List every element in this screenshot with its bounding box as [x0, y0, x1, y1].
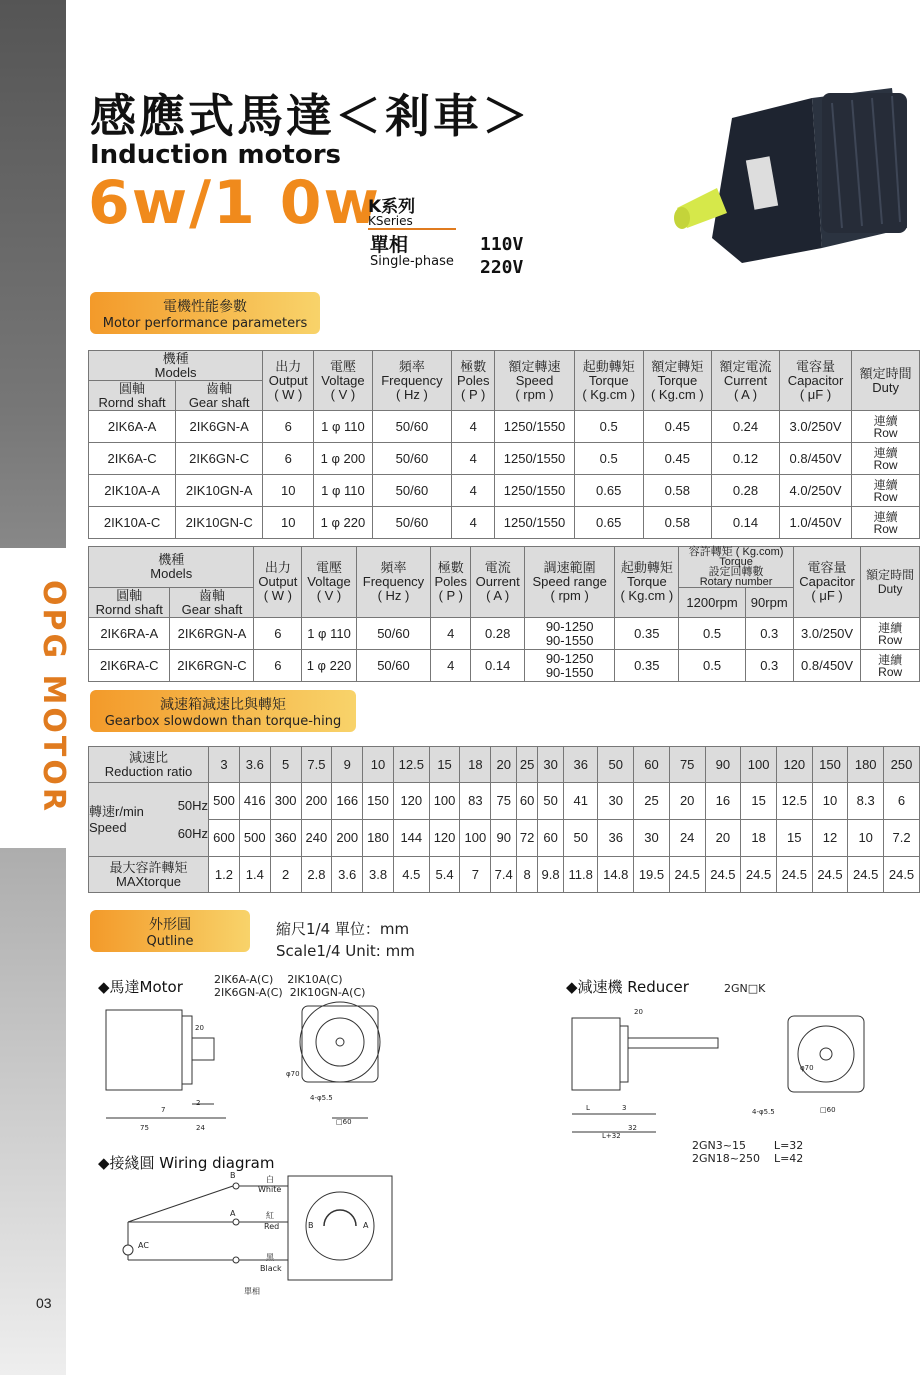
- svg-text:3: 3: [622, 1104, 627, 1112]
- table-cell: 0.8/450V: [793, 650, 861, 682]
- max-torque-row: [89, 857, 920, 893]
- black-en: Black: [260, 1264, 282, 1273]
- max-torque-cell: 2: [270, 857, 301, 893]
- speed-60-cell: 200: [332, 820, 363, 857]
- ratio-cell: 12.5: [393, 747, 429, 783]
- table-cell: 6: [263, 411, 314, 443]
- table-cell: 1.0/450V: [779, 507, 851, 539]
- voltage-110: 110V: [480, 234, 524, 255]
- ratio-cell: 3: [209, 747, 240, 783]
- table-cell: 2IK6A-C: [89, 443, 176, 475]
- capacitor-header: 電容量 Capacitor ( μF ): [793, 547, 861, 618]
- ratio-cell: 150: [812, 747, 848, 783]
- section-performance-cn: 電機性能參數: [163, 299, 247, 315]
- table-row: [89, 618, 920, 650]
- speed-50-cell: 416: [239, 783, 270, 820]
- power-rating: 6w/1 0w: [88, 168, 381, 238]
- table-cell: 0.35: [615, 650, 679, 682]
- table-cell: 2IK10A-C: [89, 507, 176, 539]
- ratio-cell: 20: [491, 747, 517, 783]
- section-gearbox: [90, 690, 356, 732]
- table-cell: 1 φ 220: [314, 507, 372, 539]
- rpm-1200-header: 1200rpm: [679, 588, 745, 618]
- max-torque-cell: 24.5: [741, 857, 777, 893]
- section-gearbox-cn: 減速箱減速比與轉矩: [160, 697, 286, 713]
- max-torque-cell: 8: [517, 857, 538, 893]
- speed-50-cell: 120: [393, 783, 429, 820]
- wiring-diagram: [118, 1170, 398, 1300]
- speed-50-cell: 300: [270, 783, 301, 820]
- models-header-2: 機種 Models: [89, 547, 254, 588]
- speed-60-cell: 36: [598, 820, 634, 857]
- max-torque-cell: 5.4: [429, 857, 460, 893]
- table-cell: 0.24: [712, 411, 780, 443]
- speed-60-cell: 120: [429, 820, 460, 857]
- speed-header: 轉速r/min Speed 50Hz 60Hz: [89, 783, 209, 857]
- models-header: 機種 Models: [89, 351, 263, 381]
- table-cell: 50/60: [356, 618, 431, 650]
- ratio-cell: 75: [669, 747, 705, 783]
- table-cell: 10: [263, 507, 314, 539]
- column-header: 額定轉速 Speed ( rpm ): [495, 351, 575, 411]
- speed-control-table: [88, 546, 920, 682]
- reduction-table: [88, 746, 920, 893]
- svg-text:24: 24: [196, 1124, 205, 1132]
- table-cell: 4: [452, 443, 495, 475]
- page-number: 03: [36, 1295, 52, 1311]
- ratio-cell: 100: [741, 747, 777, 783]
- speed-50-cell: 83: [460, 783, 491, 820]
- table-cell: 0.58: [643, 475, 712, 507]
- speed-50-cell: 41: [564, 783, 598, 820]
- table-cell: 0.45: [643, 443, 712, 475]
- table-cell: 0.5: [574, 443, 643, 475]
- table-cell: 4: [452, 475, 495, 507]
- table-cell: 2IK6RGN-A: [170, 618, 254, 650]
- column-header: 電壓 Voltage ( V ): [302, 547, 356, 618]
- speed-50-cell: 200: [301, 783, 332, 820]
- table-cell: 6: [254, 650, 302, 682]
- motor-models: 2IK6A-A(C) 2IK10A(C) 2IK6GN-A(C) 2IK10GN-A(C): [214, 973, 366, 999]
- table-cell: 0.5: [679, 650, 745, 682]
- table-cell: 4: [452, 411, 495, 443]
- column-header: 起動轉矩 Torque ( Kg.cm ): [574, 351, 643, 411]
- table-row: [89, 507, 920, 539]
- table-cell: 2IK10A-A: [89, 475, 176, 507]
- table-cell: 0.14: [712, 507, 780, 539]
- table-cell: 4.0/250V: [779, 475, 851, 507]
- ratio-cell: 90: [705, 747, 741, 783]
- column-header: 極數 Poles ( P ): [452, 351, 495, 411]
- speed-60-cell: 24: [669, 820, 705, 857]
- table-cell: 1 φ 200: [314, 443, 372, 475]
- speed-60-cell: 600: [209, 820, 240, 857]
- table-cell: 1250/1550: [495, 475, 575, 507]
- table-cell: 0.12: [712, 443, 780, 475]
- red-cn: 紅: [266, 1211, 274, 1220]
- max-torque-cell: 7: [460, 857, 491, 893]
- svg-text:□60: □60: [820, 1106, 836, 1114]
- max-torque-cell: 7.4: [491, 857, 517, 893]
- ratio-cell: 10: [363, 747, 394, 783]
- table-cell: 0.5: [679, 618, 745, 650]
- svg-text:□60: □60: [336, 1118, 352, 1126]
- svg-text:20: 20: [634, 1008, 643, 1016]
- voltage-220: 220V: [480, 257, 524, 278]
- table-cell: 0.35: [615, 618, 679, 650]
- table-cell: 1 φ 220: [302, 650, 356, 682]
- max-torque-cell: 24.5: [884, 857, 920, 893]
- series-cn: K系列: [368, 197, 416, 217]
- svg-text:4-φ5.5: 4-φ5.5: [752, 1108, 775, 1116]
- section-outline-cn: 外形圓: [149, 917, 191, 933]
- section-performance: [90, 292, 320, 334]
- performance-table: [88, 350, 920, 539]
- table-cell: 0.65: [574, 475, 643, 507]
- table-cell: 2IK6RA-A: [89, 618, 170, 650]
- table-cell: 連續 Row: [861, 618, 920, 650]
- table-cell: 2IK10GN-A: [176, 475, 263, 507]
- ratio-cell: 15: [429, 747, 460, 783]
- max-torque-cell: 24.5: [848, 857, 884, 893]
- rotor-a: A: [363, 1221, 369, 1230]
- ratio-cell: 3.6: [239, 747, 270, 783]
- table-cell: 0.58: [643, 507, 712, 539]
- table-cell: 連續 Row: [861, 650, 920, 682]
- speed-60-cell: 50: [564, 820, 598, 857]
- speed-60-cell: 7.2: [884, 820, 920, 857]
- ratio-cell: 50: [598, 747, 634, 783]
- ratio-cell: 25: [517, 747, 538, 783]
- ratio-cell: 60: [634, 747, 670, 783]
- column-header: 額定時間 Duty: [852, 351, 920, 411]
- column-header: 極數 Poles ( P ): [431, 547, 471, 618]
- speed-60-cell: 15: [776, 820, 812, 857]
- table-cell: 6: [254, 618, 302, 650]
- column-header: 出力 Output ( W ): [254, 547, 302, 618]
- table-cell: 4: [431, 650, 471, 682]
- table-cell: 6: [263, 443, 314, 475]
- gear-shaft-header-2: 齒軸 Gear shaft: [170, 588, 254, 618]
- speed-50-row: [89, 783, 920, 820]
- speed-50-cell: 16: [705, 783, 741, 820]
- black-cn: 黑: [266, 1253, 274, 1262]
- speed-50-cell: 100: [429, 783, 460, 820]
- table-cell: 2IK10GN-C: [176, 507, 263, 539]
- section-performance-en: Motor performance parameters: [102, 316, 308, 331]
- motor-outline-drawing: [96, 1000, 396, 1136]
- svg-text:φ70: φ70: [286, 1070, 300, 1078]
- reducer-model: 2GN□K: [724, 982, 766, 995]
- motor-outline-label: ◆馬達Motor: [98, 978, 183, 996]
- table-cell: 連續 Row: [852, 475, 920, 507]
- terminal-a: A: [230, 1209, 236, 1218]
- terminal-b: B: [230, 1171, 236, 1180]
- svg-text:L: L: [586, 1104, 590, 1112]
- svg-text:7: 7: [161, 1106, 166, 1114]
- red-en: Red: [264, 1222, 280, 1231]
- speed-60-cell: 72: [517, 820, 538, 857]
- reducer-outline-drawing: [566, 1004, 886, 1140]
- speed-50-cell: 75: [491, 783, 517, 820]
- table-cell: 3.0/250V: [793, 618, 861, 650]
- speed-50-cell: 500: [209, 783, 240, 820]
- table-cell: 1 φ 110: [314, 475, 372, 507]
- phase-en: Single-phase: [370, 254, 454, 269]
- column-header: 額定轉矩 Torque ( Kg.cm ): [643, 351, 712, 411]
- table-cell: 1 φ 110: [302, 618, 356, 650]
- svg-text:20: 20: [195, 1024, 204, 1032]
- side-label: OPG MOTOR: [36, 580, 71, 814]
- max-torque-cell: 2.8: [301, 857, 332, 893]
- speed-50-cell: 15: [741, 783, 777, 820]
- max-torque-cell: 24.5: [669, 857, 705, 893]
- speed-50-cell: 30: [598, 783, 634, 820]
- ratio-cell: 250: [884, 747, 920, 783]
- table-cell: 1250/1550: [495, 443, 575, 475]
- table-row: [89, 411, 920, 443]
- wiring-label: ◆接綫圓 Wiring diagram: [98, 1154, 275, 1172]
- white-cn: 白: [266, 1175, 274, 1184]
- speed-50-cell: 8.3: [848, 783, 884, 820]
- speed-50-cell: 10: [812, 783, 848, 820]
- max-torque-cell: 24.5: [776, 857, 812, 893]
- page-title-cn: 感應式馬達＜剎車＞: [90, 89, 531, 143]
- ratio-row: [89, 747, 920, 783]
- table-cell: 0.28: [471, 618, 525, 650]
- speed-50-cell: 50: [538, 783, 564, 820]
- speed-50-cell: 60: [517, 783, 538, 820]
- scale-line-2: Scale1/4 Unit: mm: [276, 942, 415, 960]
- motor-photo: [672, 78, 912, 263]
- svg-text:32: 32: [628, 1124, 637, 1132]
- scale-note: [276, 918, 415, 962]
- scale-line-1: 縮尺1/4 單位：mm: [276, 920, 410, 938]
- speed-50-cell: 12.5: [776, 783, 812, 820]
- column-header: 額定電流 Current ( A ): [712, 351, 780, 411]
- speed-60-cell: 240: [301, 820, 332, 857]
- speed-60-cell: 18: [741, 820, 777, 857]
- speed-50-cell: 6: [884, 783, 920, 820]
- table-row: [89, 475, 920, 507]
- page-title-en: Induction motors: [90, 140, 342, 170]
- table-cell: 0.14: [471, 650, 525, 682]
- ratio-cell: 120: [776, 747, 812, 783]
- speed-60-cell: 500: [239, 820, 270, 857]
- max-torque-cell: 19.5: [634, 857, 670, 893]
- column-header: 頻率 Frequency ( Hz ): [372, 351, 452, 411]
- speed-60-cell: 180: [363, 820, 394, 857]
- table-cell: 90-1250 90-1550: [525, 650, 615, 682]
- ratio-cell: 7.5: [301, 747, 332, 783]
- table-cell: 50/60: [372, 507, 452, 539]
- table-cell: 1250/1550: [495, 507, 575, 539]
- max-torque-cell: 14.8: [598, 857, 634, 893]
- table-cell: 2IK6GN-C: [176, 443, 263, 475]
- ratio-cell: 9: [332, 747, 363, 783]
- svg-text:φ70: φ70: [800, 1064, 814, 1072]
- table-cell: 4: [452, 507, 495, 539]
- column-header: 調速範圍 Speed range ( rpm ): [525, 547, 615, 618]
- series-en: KSeries: [368, 214, 456, 230]
- table-cell: 0.65: [574, 507, 643, 539]
- table-cell: 0.5: [574, 411, 643, 443]
- single-phase-label: 單相: [244, 1287, 260, 1296]
- max-torque-header: 最大容許轉矩 MAXtorque: [89, 857, 209, 893]
- rotor-b: B: [308, 1221, 314, 1230]
- table-row: [89, 443, 920, 475]
- speed-60-row: [89, 820, 920, 857]
- table-cell: 0.3: [745, 618, 793, 650]
- speed-60-cell: 12: [812, 820, 848, 857]
- section-outline: [90, 910, 250, 952]
- svg-text:2: 2: [196, 1099, 201, 1107]
- table-cell: 連續 Row: [852, 507, 920, 539]
- round-shaft-header-2: 圓軸 Rornd shaft: [89, 588, 170, 618]
- column-header: 出力 Output ( W ): [263, 351, 314, 411]
- table-cell: 0.3: [745, 650, 793, 682]
- max-torque-cell: 24.5: [705, 857, 741, 893]
- table-cell: 0.28: [712, 475, 780, 507]
- max-torque-cell: 24.5: [812, 857, 848, 893]
- svg-text:4-φ5.5: 4-φ5.5: [310, 1094, 333, 1102]
- speed-60-cell: 10: [848, 820, 884, 857]
- table-cell: 90-1250 90-1550: [525, 618, 615, 650]
- ratio-cell: 18: [460, 747, 491, 783]
- ac-label: AC: [138, 1241, 149, 1250]
- max-torque-cell: 1.4: [239, 857, 270, 893]
- table-cell: 10: [263, 475, 314, 507]
- ratio-header: 減速比 Reduction ratio: [89, 747, 209, 783]
- ratio-cell: 30: [538, 747, 564, 783]
- svg-text:L+32: L+32: [602, 1132, 621, 1140]
- speed-60-cell: 360: [270, 820, 301, 857]
- speed-60-cell: 90: [491, 820, 517, 857]
- column-header: 起動轉矩 Torque ( Kg.cm ): [615, 547, 679, 618]
- round-shaft-header: 圓軸 Rornd shaft: [89, 381, 176, 411]
- max-torque-cell: 11.8: [564, 857, 598, 893]
- speed-50-cell: 166: [332, 783, 363, 820]
- table-cell: 50/60: [372, 475, 452, 507]
- table-row: [89, 650, 920, 682]
- speed-60-cell: 30: [634, 820, 670, 857]
- max-torque-cell: 4.5: [393, 857, 429, 893]
- phase-cn: 單相: [370, 234, 409, 256]
- table-cell: 4: [431, 618, 471, 650]
- speed-60-cell: 20: [705, 820, 741, 857]
- column-header: 電容量 Capacitor ( μF ): [779, 351, 851, 411]
- section-gearbox-en: Gearbox slowdown than torque-hing: [104, 714, 342, 729]
- table-cell: 2IK6GN-A: [176, 411, 263, 443]
- max-torque-cell: 9.8: [538, 857, 564, 893]
- table-cell: 連續 Row: [852, 411, 920, 443]
- speed-50-cell: 25: [634, 783, 670, 820]
- table-cell: 3.0/250V: [779, 411, 851, 443]
- table-cell: 0.8/450V: [779, 443, 851, 475]
- table-cell: 2IK6RGN-C: [170, 650, 254, 682]
- ratio-cell: 5: [270, 747, 301, 783]
- ratio-cell: 180: [848, 747, 884, 783]
- speed-50-cell: 20: [669, 783, 705, 820]
- speed-50-cell: 150: [363, 783, 394, 820]
- max-torque-cell: 3.8: [363, 857, 394, 893]
- reducer-outline-label: ◆減速機 Reducer: [566, 978, 689, 996]
- column-header: 電流 Ourrent ( A ): [471, 547, 525, 618]
- white-en: White: [258, 1185, 282, 1194]
- allowed-torque-header: 容許轉矩 ( Kg.com) Torque 設定回轉數 Rotary number: [679, 547, 793, 588]
- table-cell: 50/60: [372, 443, 452, 475]
- section-outline-en: Qutline: [146, 934, 194, 949]
- table-cell: 連續 Row: [852, 443, 920, 475]
- svg-text:75: 75: [140, 1124, 149, 1132]
- table-cell: 2IK6RA-C: [89, 650, 170, 682]
- ratio-cell: 36: [564, 747, 598, 783]
- table-cell: 0.45: [643, 411, 712, 443]
- table-cell: 50/60: [372, 411, 452, 443]
- gear-shaft-header: 齒軸 Gear shaft: [176, 381, 263, 411]
- table-cell: 1250/1550: [495, 411, 575, 443]
- max-torque-cell: 3.6: [332, 857, 363, 893]
- speed-60-cell: 144: [393, 820, 429, 857]
- max-torque-cell: 1.2: [209, 857, 240, 893]
- column-header: 電壓 Voltage ( V ): [314, 351, 372, 411]
- reducer-length-note: 2GN3~15 L=32 2GN18~250 L=42: [692, 1139, 804, 1165]
- column-header: 頻率 Frequency ( Hz ): [356, 547, 431, 618]
- table-cell: 2IK6A-A: [89, 411, 176, 443]
- speed-60-cell: 60: [538, 820, 564, 857]
- table-cell: 50/60: [356, 650, 431, 682]
- speed-60-cell: 100: [460, 820, 491, 857]
- table-cell: 1 φ 110: [314, 411, 372, 443]
- rpm-90-header: 90rpm: [745, 588, 793, 618]
- duty-header: 額定時間 Duty: [861, 547, 920, 618]
